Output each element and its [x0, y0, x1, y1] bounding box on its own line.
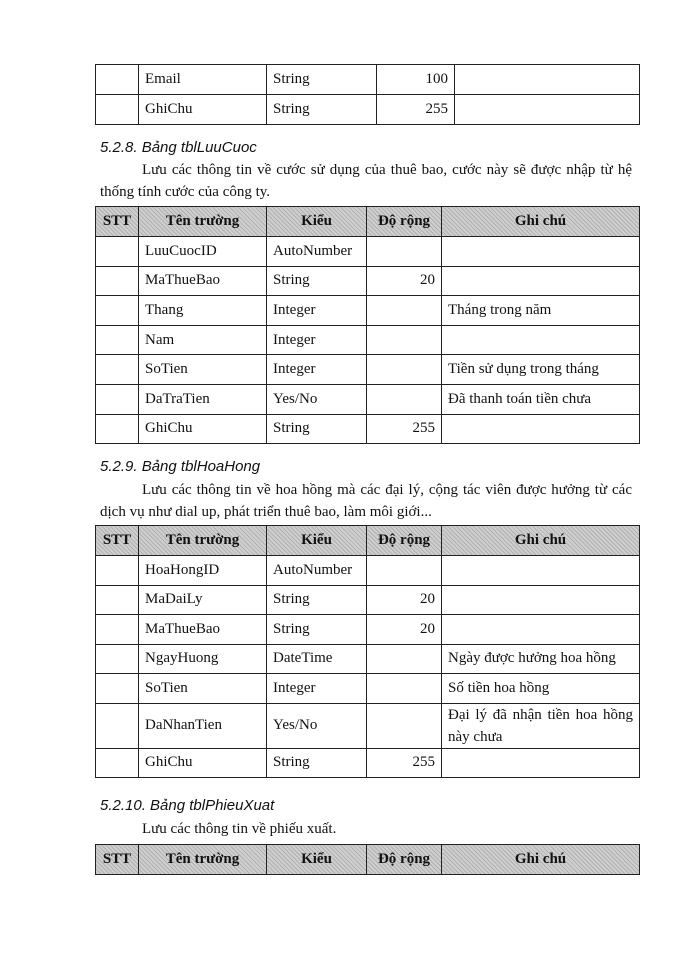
table-header-row — [96, 845, 640, 875]
table-continued — [95, 64, 640, 125]
cell-width: 255 — [367, 414, 442, 444]
section-heading-hoahong: 5.2.9. Bảng tblHoaHong — [100, 458, 261, 475]
cell-stt — [96, 674, 139, 704]
cell-type: Integer — [267, 355, 367, 385]
cell-stt — [96, 615, 139, 645]
table-phieuxuat — [95, 844, 640, 875]
table-row — [96, 748, 640, 778]
cell-field-name: SoTien — [139, 355, 267, 385]
cell-note: Đại lý đã nhận tiền hoa hồng này chưa — [442, 703, 640, 748]
header-stt: STT — [96, 207, 139, 237]
cell-width: 20 — [367, 615, 442, 645]
cell-note — [442, 556, 640, 586]
cell-type: Yes/No — [267, 384, 367, 414]
cell-width — [367, 674, 442, 704]
cell-note — [442, 325, 640, 355]
cell-type: Integer — [267, 325, 367, 355]
cell-field-name: Nam — [139, 325, 267, 355]
table-row — [96, 325, 640, 355]
cell-width: 255 — [377, 95, 455, 125]
cell-field-name: MaThueBao — [139, 615, 267, 645]
table-header-row — [96, 207, 640, 237]
cell-note — [442, 585, 640, 615]
cell-note: Đã thanh toán tiền chưa — [442, 384, 640, 414]
cell-stt — [96, 384, 139, 414]
cell-type: String — [267, 748, 367, 778]
cell-field-name: Email — [139, 65, 267, 95]
cell-field-name: MaDaiLy — [139, 585, 267, 615]
table-row — [96, 237, 640, 267]
cell-stt — [96, 414, 139, 444]
cell-stt — [96, 556, 139, 586]
header-width: Độ rộng — [367, 845, 442, 875]
table-row — [96, 296, 640, 326]
table-row — [96, 414, 640, 444]
cell-field-name: MaThueBao — [139, 266, 267, 296]
cell-width: 100 — [377, 65, 455, 95]
cell-type: String — [267, 266, 367, 296]
cell-field-name: GhiChu — [139, 95, 267, 125]
table-row — [96, 556, 640, 586]
table-hoahong — [95, 525, 640, 778]
cell-width — [367, 237, 442, 267]
cell-stt — [96, 296, 139, 326]
cell-width — [367, 296, 442, 326]
cell-width — [367, 325, 442, 355]
cell-stt — [96, 325, 139, 355]
cell-stt — [96, 355, 139, 385]
header-type: Kiểu — [267, 207, 367, 237]
cell-field-name: HoaHongID — [139, 556, 267, 586]
cell-note — [442, 615, 640, 645]
cell-stt — [96, 237, 139, 267]
cell-type: AutoNumber — [267, 237, 367, 267]
header-field-name: Tên trường — [139, 526, 267, 556]
cell-type: Yes/No — [267, 703, 367, 748]
cell-type: Integer — [267, 296, 367, 326]
cell-type: String — [267, 585, 367, 615]
cell-field-name: GhiChu — [139, 414, 267, 444]
cell-width: 20 — [367, 585, 442, 615]
section-heading-luucuoc: 5.2.8. Bảng tblLuuCuoc — [100, 139, 257, 156]
section-description-phieuxuat: Lưu các thông tin về phiếu xuất. — [142, 821, 337, 837]
cell-type: String — [267, 65, 377, 95]
header-field-name: Tên trường — [139, 845, 267, 875]
cell-stt — [96, 585, 139, 615]
table-row — [96, 615, 640, 645]
cell-field-name: Thang — [139, 296, 267, 326]
cell-note: Ngày được hưởng hoa hồng — [442, 644, 640, 674]
cell-note — [442, 414, 640, 444]
cell-stt — [96, 65, 139, 95]
section-heading-phieuxuat: 5.2.10. Bảng tblPhieuXuat — [100, 797, 275, 814]
table-header-row — [96, 526, 640, 556]
header-note: Ghi chú — [442, 207, 640, 237]
cell-type: Integer — [267, 674, 367, 704]
cell-stt — [96, 703, 139, 748]
cell-note — [442, 237, 640, 267]
table-row — [96, 703, 640, 748]
header-field-name: Tên trường — [139, 207, 267, 237]
cell-width — [367, 355, 442, 385]
table-row — [96, 355, 640, 385]
cell-note — [455, 95, 640, 125]
cell-width — [367, 644, 442, 674]
header-note: Ghi chú — [442, 845, 640, 875]
cell-type: String — [267, 615, 367, 645]
header-stt: STT — [96, 845, 139, 875]
table-row — [96, 384, 640, 414]
cell-width: 255 — [367, 748, 442, 778]
section-description-luucuoc: Lưu các thông tin về cước sử dụng của thuê bao, cước này sẽ được nhập từ hệ thống tính cước của công ty. — [100, 162, 632, 200]
cell-type: String — [267, 414, 367, 444]
cell-stt — [96, 748, 139, 778]
cell-stt — [96, 95, 139, 125]
table-row — [96, 95, 640, 125]
table-row — [96, 65, 640, 95]
header-note: Ghi chú — [442, 526, 640, 556]
table-row — [96, 266, 640, 296]
cell-width — [367, 556, 442, 586]
cell-field-name: NgayHuong — [139, 644, 267, 674]
cell-note: Tháng trong năm — [442, 296, 640, 326]
cell-field-name: LuuCuocID — [139, 237, 267, 267]
cell-width — [367, 703, 442, 748]
cell-note: Số tiền hoa hồng — [442, 674, 640, 704]
header-type: Kiểu — [267, 526, 367, 556]
cell-stt — [96, 266, 139, 296]
cell-type: String — [267, 95, 377, 125]
table-row — [96, 674, 640, 704]
cell-note — [442, 748, 640, 778]
cell-width — [367, 384, 442, 414]
cell-type: DateTime — [267, 644, 367, 674]
table-luucuoc — [95, 206, 640, 444]
header-width: Độ rộng — [367, 526, 442, 556]
section-description-hoahong: Lưu các thông tin về hoa hồng mà các đại lý, cộng tác viên được hưởng từ các dịch vụ như dial up, phát triển thuê bao, làm môi giới... — [100, 482, 632, 520]
cell-width: 20 — [367, 266, 442, 296]
cell-field-name: GhiChu — [139, 748, 267, 778]
cell-note: Tiền sử dụng trong tháng — [442, 355, 640, 385]
header-stt: STT — [96, 526, 139, 556]
header-type: Kiểu — [267, 845, 367, 875]
cell-type: AutoNumber — [267, 556, 367, 586]
header-width: Độ rộng — [367, 207, 442, 237]
cell-field-name: DaTraTien — [139, 384, 267, 414]
cell-note — [442, 266, 640, 296]
cell-field-name: SoTien — [139, 674, 267, 704]
cell-stt — [96, 644, 139, 674]
table-row — [96, 585, 640, 615]
table-row — [96, 644, 640, 674]
cell-field-name: DaNhanTien — [139, 703, 267, 748]
cell-note — [455, 65, 640, 95]
